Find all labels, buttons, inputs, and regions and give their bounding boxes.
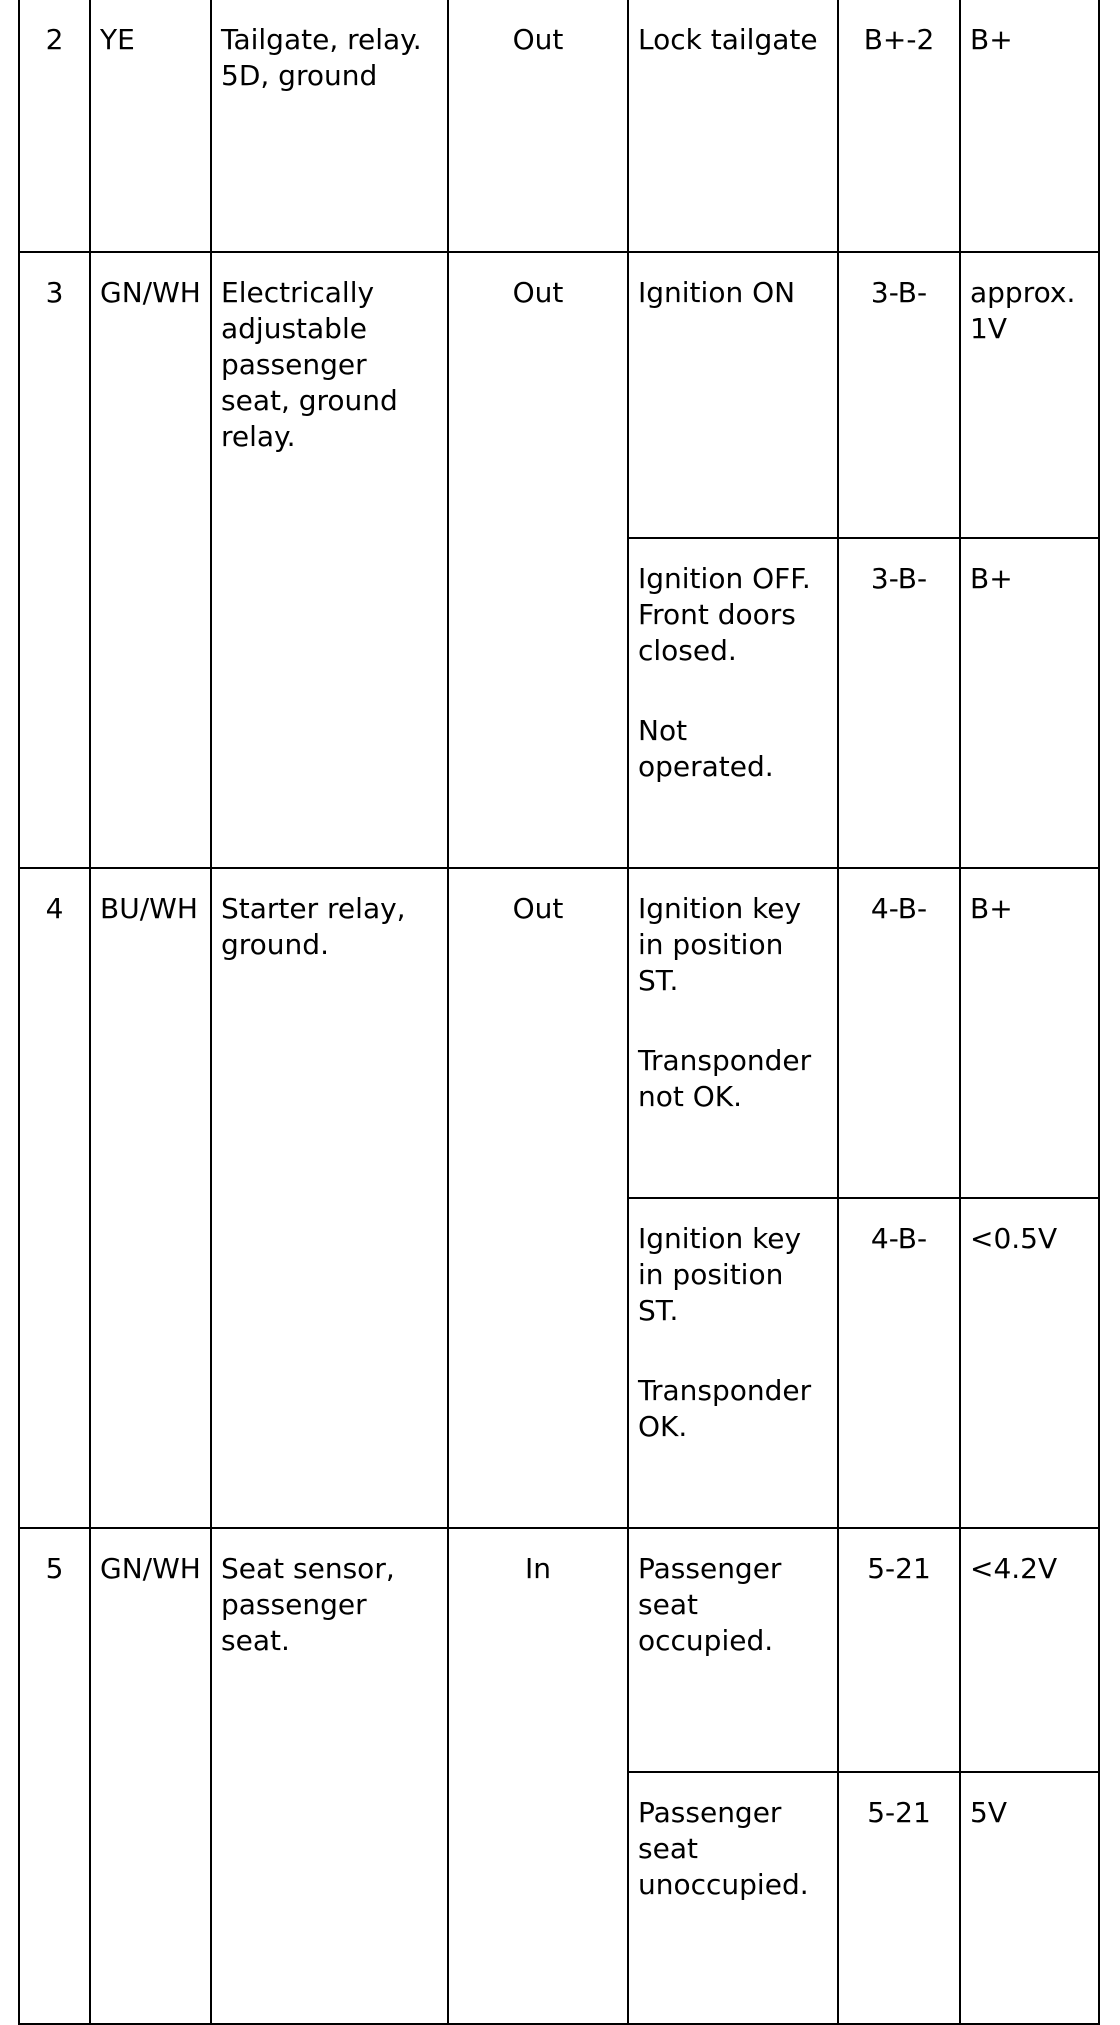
measuring-points: 3-B-	[838, 538, 960, 868]
signal-direction: Out	[448, 252, 628, 868]
nominal-value: B+	[960, 868, 1099, 1198]
component-description: Tailgate, relay. 5D, ground	[211, 0, 448, 252]
nominal-value: B+	[960, 538, 1099, 868]
nominal-value: <4.2V	[960, 1528, 1099, 1772]
condition-text: Ignition ON	[638, 276, 796, 309]
table-row	[19, 868, 1099, 1198]
wire-color: BU/WH	[90, 868, 211, 1528]
nominal-value: B+	[960, 0, 1099, 252]
table-row	[19, 252, 1099, 538]
wire-color: GN/WH	[90, 252, 211, 868]
pin-number: 3	[19, 252, 90, 868]
nominal-value: approx. 1V	[960, 252, 1099, 538]
condition-text: Not operated.	[638, 714, 774, 783]
measuring-points: 5-21	[838, 1772, 960, 2024]
test-condition	[628, 1772, 838, 2024]
condition-text: Passenger seat occupied.	[638, 1552, 782, 1657]
component-description: Seat sensor, passenger seat.	[211, 1528, 448, 2024]
nominal-value: 5V	[960, 1772, 1099, 2024]
table-row	[19, 0, 1099, 252]
component-description: Electrically adjustable passenger seat, ground relay.	[211, 252, 448, 868]
pin-number: 5	[19, 1528, 90, 2024]
pin-number: 4	[19, 868, 90, 1528]
wire-color: GN/WH	[90, 1528, 211, 2024]
condition-text: Transponder OK.	[638, 1374, 812, 1443]
signal-direction: In	[448, 1528, 628, 2024]
component-description: Starter relay, ground.	[211, 868, 448, 1528]
pin-assignment-table	[18, 0, 1100, 2025]
signal-direction: Out	[448, 0, 628, 252]
test-condition	[628, 868, 838, 1198]
condition-text: Ignition key in position ST.	[638, 892, 802, 997]
pin-number: 2	[19, 0, 90, 252]
table-row	[19, 1528, 1099, 1772]
test-condition	[628, 252, 838, 538]
test-condition	[628, 538, 838, 868]
measuring-points: 4-B-	[838, 868, 960, 1198]
measuring-points: B+-2	[838, 0, 960, 252]
test-condition	[628, 1528, 838, 1772]
condition-text: Transponder not OK.	[638, 1044, 812, 1113]
condition-text: Lock tailgate	[638, 23, 818, 56]
wire-color: YE	[90, 0, 211, 252]
condition-text: Ignition OFF. Front doors closed.	[638, 562, 811, 667]
condition-text: Ignition key in position ST.	[638, 1222, 802, 1327]
test-condition	[628, 1198, 838, 1528]
test-condition	[628, 0, 838, 252]
measuring-points: 4-B-	[838, 1198, 960, 1528]
nominal-value: <0.5V	[960, 1198, 1099, 1528]
signal-direction: Out	[448, 868, 628, 1528]
measuring-points: 5-21	[838, 1528, 960, 1772]
measuring-points: 3-B-	[838, 252, 960, 538]
condition-text: Passenger seat unoccupied.	[638, 1796, 809, 1901]
